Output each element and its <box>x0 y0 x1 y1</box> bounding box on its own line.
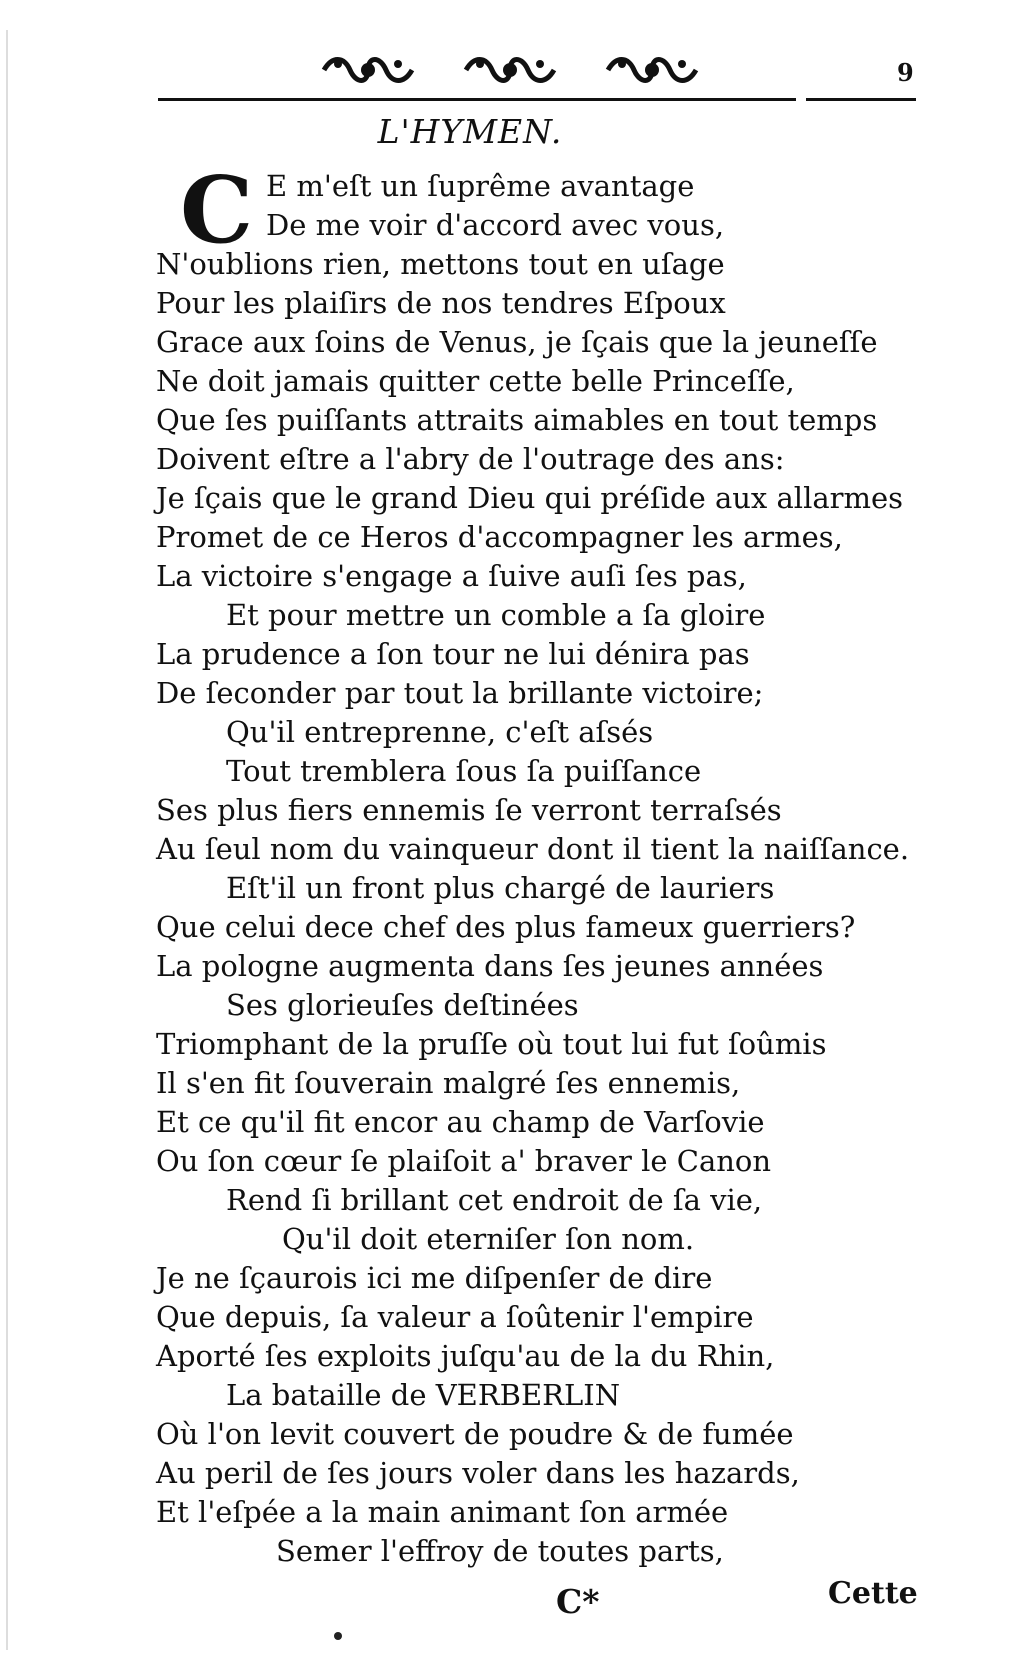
fleuron-ornament-icon <box>604 52 700 88</box>
header-ornaments <box>320 52 700 92</box>
header-rule-short <box>806 98 916 101</box>
verse-line: Je ſçais que le grand Dieu qui préſide aux allarmes <box>156 481 904 515</box>
verse-line: Et l'eſpée a la main animant ſon armée <box>156 1495 729 1529</box>
page-edge-shadow <box>6 30 8 1650</box>
verse-line: Qu'il entreprenne, c'eſt aſsés <box>226 715 654 749</box>
ink-speck <box>334 1632 342 1640</box>
verse-line: N'oublions rien, mettons tout en uſage <box>156 247 725 281</box>
verse-line: Que ſes puiſſants attraits aimables en tout temps <box>156 403 878 437</box>
verse-line: Triomphant de la pruſſe où tout lui fut ſoûmis <box>156 1027 827 1061</box>
verse-line: Doivent eſtre a l'abry de l'outrage des ans: <box>156 442 785 476</box>
verse-line: Eſt'il un front plus chargé de lauriers <box>226 871 775 905</box>
verse-line: E m'eſt un ſuprême avantage <box>266 169 695 203</box>
verse-line: La prudence a ſon tour ne lui dénira pas <box>156 637 750 671</box>
verse-line: Que celui dece chef des plus fameux guerriers? <box>156 910 856 944</box>
verse-line: Je ne ſçaurois ici me diſpenſer de dire <box>156 1261 713 1295</box>
drop-cap: C <box>180 156 254 264</box>
verse-line: Ses glorieuſes deſtinées <box>226 988 579 1022</box>
verse-line: De ſeconder par tout la brillante victoire; <box>156 676 764 710</box>
verse-line: Pour les plaiſirs de nos tendres Eſpoux <box>156 286 726 320</box>
catchword: Cette <box>828 1576 918 1611</box>
verse-line: La bataille de VERBERLIN <box>226 1378 621 1412</box>
fleuron-ornament-icon <box>462 52 558 88</box>
fleuron-ornament-icon <box>320 52 416 88</box>
verse-line: Où l'on levit couvert de poudre & de fumée <box>156 1417 794 1451</box>
verse-line: La victoire s'engage a ſuive auſi ſes pas, <box>156 559 747 593</box>
verse-line: Ses plus fiers ennemis ſe verront terraſsés <box>156 793 782 827</box>
verse-line: Au peril de ſes jours voler dans les hazards, <box>156 1456 800 1490</box>
verse-line: De me voir d'accord avec vous, <box>266 208 725 242</box>
verse-line: Ou ſon cœur ſe plaiſoit a' braver le Canon <box>156 1144 772 1178</box>
verse-line: Au ſeul nom du vainqueur dont il tient la naiſſance. <box>156 832 910 866</box>
verse-line: Aporté ſes exploits juſqu'au de la du Rhin, <box>156 1339 775 1373</box>
verse-line: Promet de ce Heros d'accompagner les armes, <box>156 520 843 554</box>
verse-line: Grace aux ſoins de Venus, je ſçais que la jeuneſſe <box>156 325 878 359</box>
verse-line: Que depuis, ſa valeur a ſoûtenir l'empire <box>156 1300 754 1334</box>
verse-line: Semer l'effroy de toutes parts, <box>276 1534 724 1568</box>
verse-line: Et pour mettre un comble a ſa gloire <box>226 598 766 632</box>
verse-line: La pologne augmenta dans ſes jeunes années <box>156 949 824 983</box>
poem-title: L'HYMEN. <box>377 112 563 151</box>
header-rule <box>158 98 796 101</box>
verse-line: Tout tremblera ſous ſa puiſſance <box>226 754 702 788</box>
signature-mark: C* <box>556 1582 600 1621</box>
verse-line: Rend ſi brillant cet endroit de ſa vie, <box>226 1183 763 1217</box>
page-number: 9 <box>897 58 914 87</box>
verse-line: Qu'il doit eterniſer ſon nom. <box>282 1222 695 1256</box>
verse-line: Ne doit jamais quitter cette belle Princeſſe, <box>156 364 795 398</box>
verse-line: Et ce qu'il fit encor au champ de Varſovie <box>156 1105 765 1139</box>
verse-line: Il s'en fit ſouverain malgré ſes ennemis, <box>156 1066 741 1100</box>
